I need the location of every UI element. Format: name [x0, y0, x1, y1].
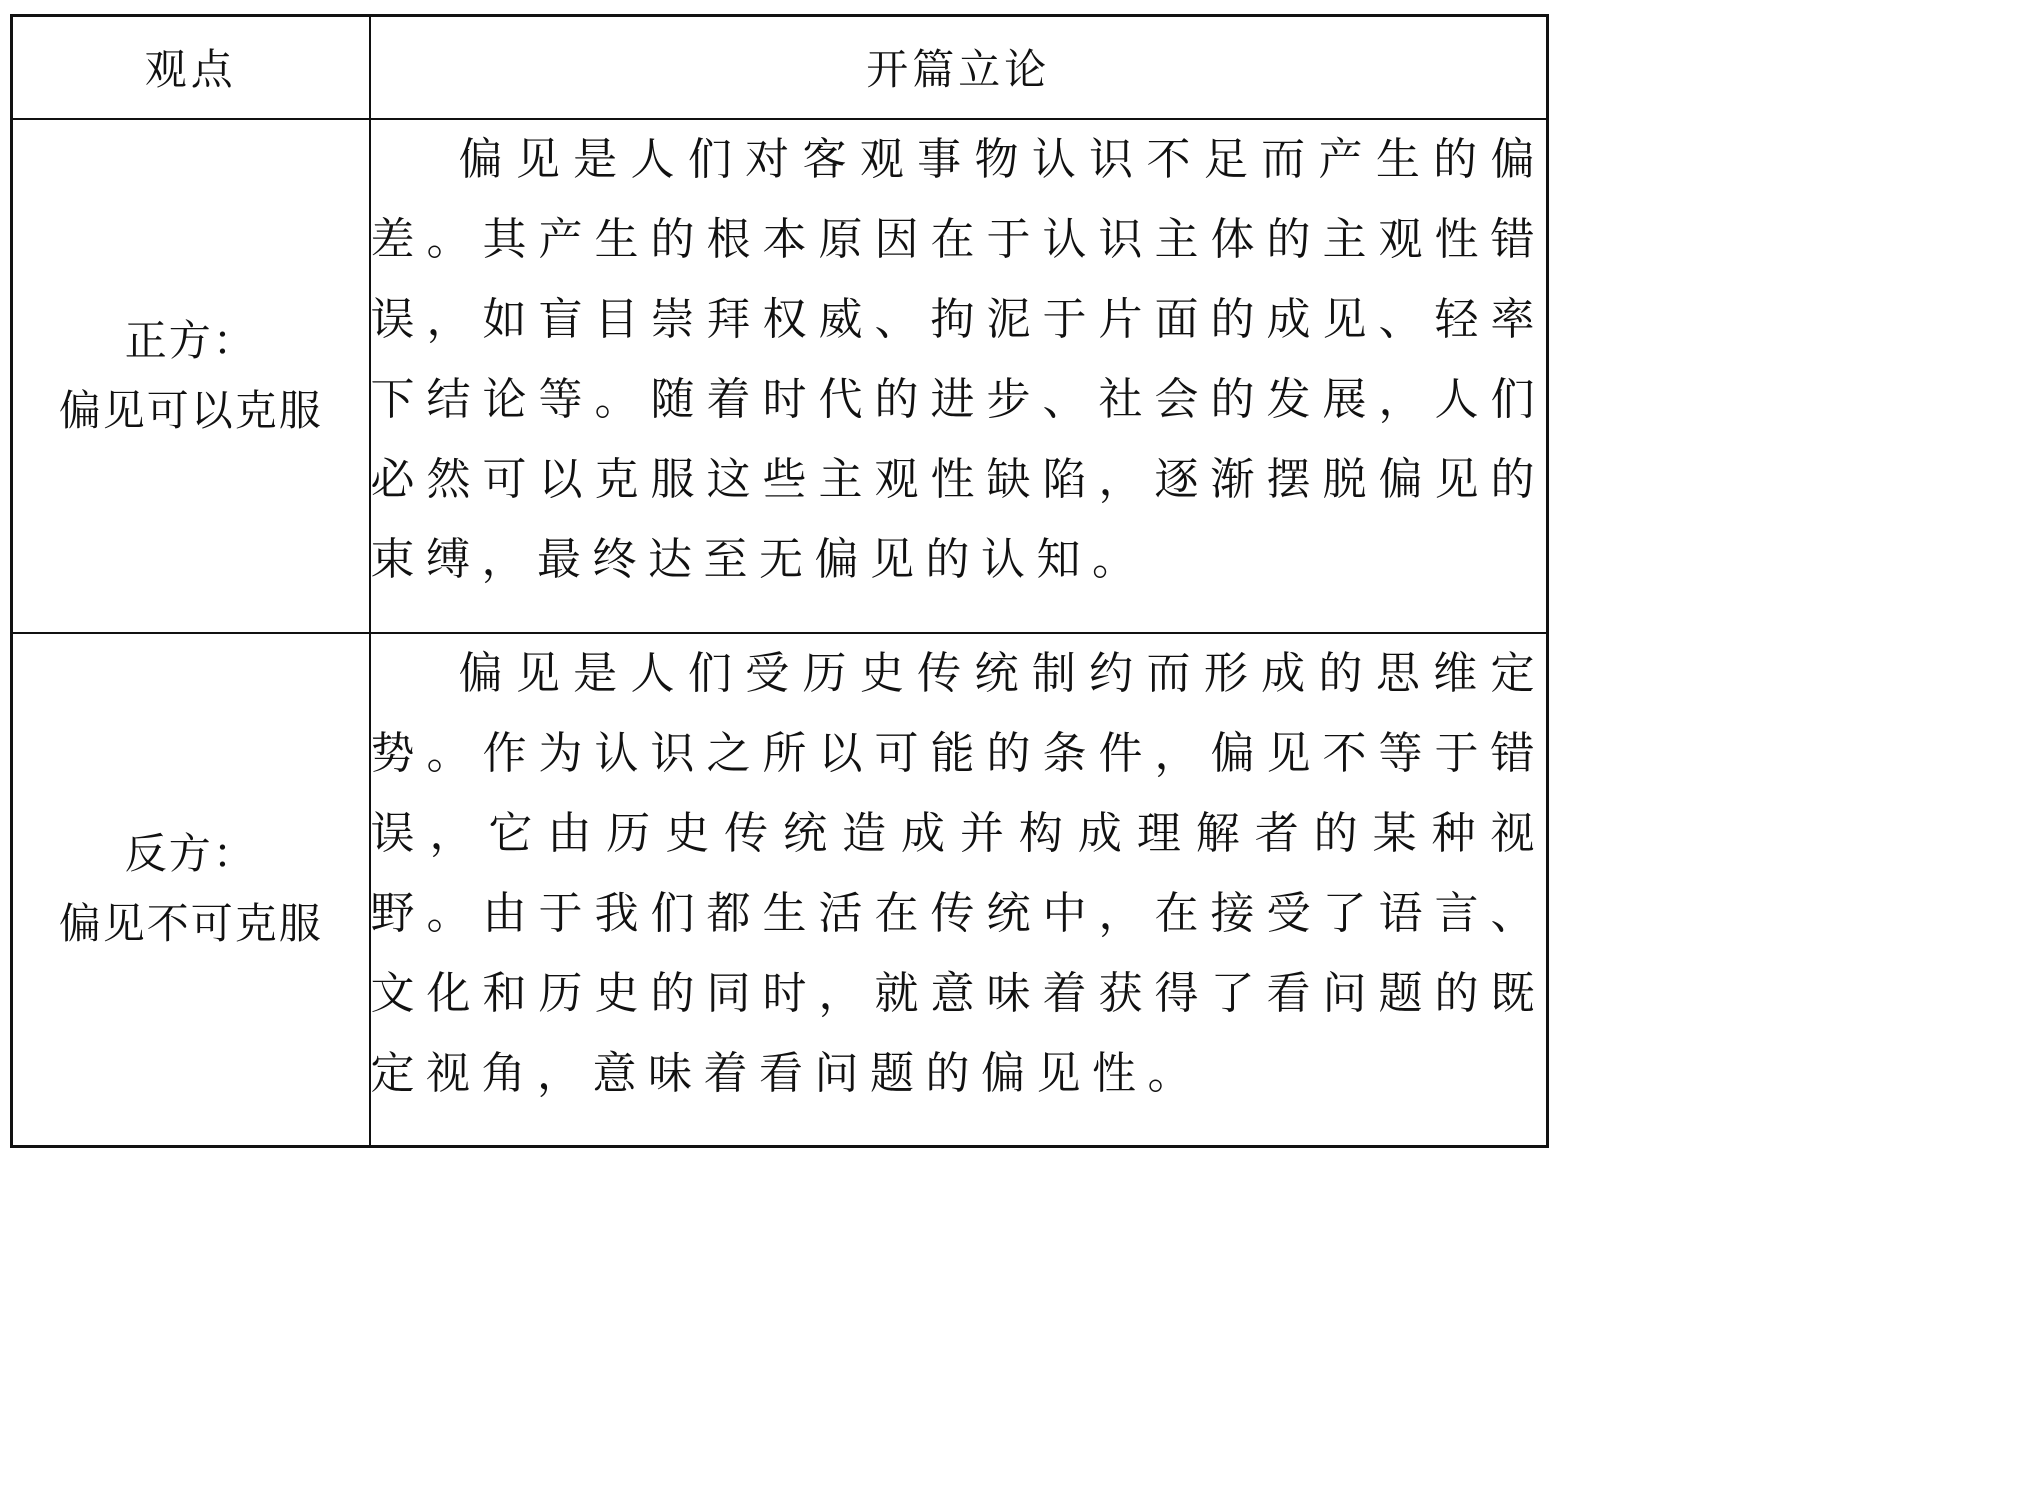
side-cell-pro	[12, 119, 370, 633]
table-row-con	[12, 633, 1548, 1147]
header-viewpoint: 观点	[12, 16, 370, 119]
statement-cell-con	[370, 633, 1548, 1147]
side-claim-con: 偏见不可克服	[58, 899, 323, 949]
table-header-row	[12, 16, 1548, 119]
statement-text-pro: 偏见是人们对客观事物认识不足而产生的偏差。其产生的根本原因在于认识主体的主观性错误，如盲目崇拜权威、拘泥于片面的成见、轻率下结论等。随着时代的进步、社会的发展，人们必然可以克服这些主观性缺陷，逐渐摆脱偏见的束缚，最终达至无偏见的认知。	[370, 133, 1546, 585]
header-opening-statement: 开篇立论	[370, 16, 1548, 119]
statement-text-con: 偏见是人们受历史传统制约而形成的思维定势。作为认识之所以可能的条件，偏见不等于错误，它由历史传统造成并构成理解者的某种视野。由于我们都生活在传统中，在接受了语言、文化和历史的同时，就意味着获得了看问题的既定视角，意味着看问题的偏见性。	[370, 647, 1546, 1099]
side-name-pro: 正方：	[124, 315, 257, 365]
debate-table	[10, 14, 1549, 1148]
table-row-pro	[12, 119, 1548, 633]
side-cell-con	[12, 633, 370, 1147]
statement-cell-pro	[370, 119, 1548, 633]
side-claim-pro: 偏见可以克服	[58, 385, 323, 435]
side-name-con: 反方：	[124, 829, 257, 879]
